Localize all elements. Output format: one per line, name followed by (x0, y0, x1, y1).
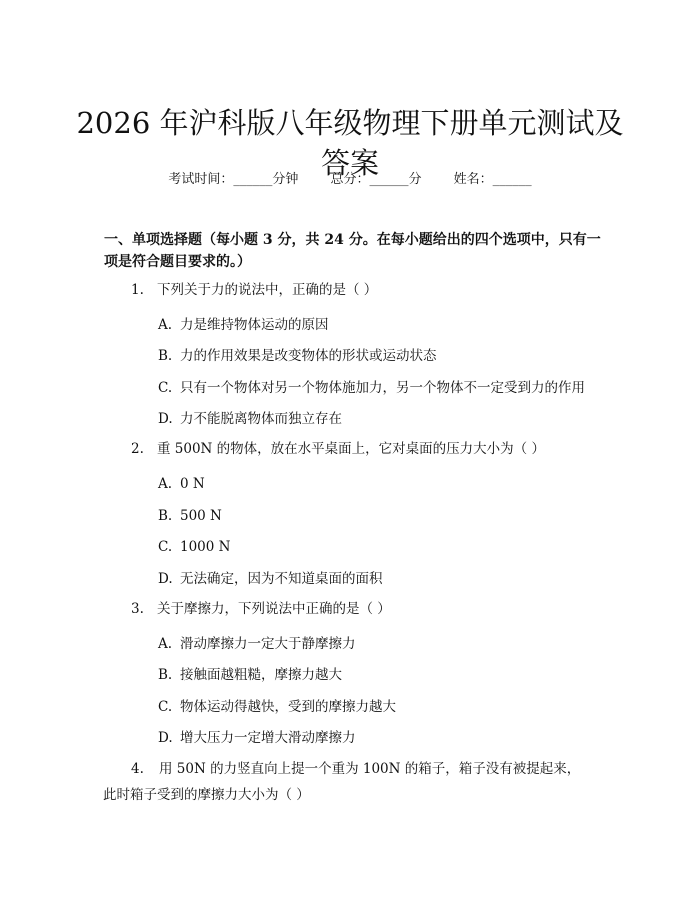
option-text: 接触面越粗糙，摩擦力越大 (180, 667, 342, 683)
exam-total-score: 总分：______分 (330, 172, 422, 187)
option-text: 力的作用效果是改变物体的形状或运动状态 (180, 348, 437, 364)
question-text: 重 500N 的物体，放在水平桌面上，它对桌面的压力大小为（ ） (157, 441, 545, 457)
option-text: 物体运动得越快，受到的摩擦力越大 (180, 699, 396, 715)
option (158, 473, 205, 495)
option-text: 增大压力一定增大滑动摩擦力 (180, 730, 356, 746)
exam-info (0, 168, 700, 187)
option (158, 664, 342, 686)
option-label: B. (158, 508, 173, 524)
question-3 (131, 596, 391, 622)
question-2 (131, 436, 545, 462)
option-text: 滑动摩擦力一定大于静摩擦力 (180, 636, 356, 652)
option-label: B. (158, 667, 173, 683)
option-text: 1000 N (180, 539, 231, 555)
option-label: A. (158, 636, 173, 652)
option-label: A. (158, 317, 173, 333)
exam-time: 考试时间：______分钟 (168, 172, 299, 187)
option (158, 377, 585, 399)
question-number: 3. (131, 601, 144, 617)
page-title: 2026 年沪科版八年级物理下册单元测试及答案 (76, 106, 624, 181)
option-label: C. (158, 380, 173, 396)
question-1 (131, 277, 377, 303)
option (158, 505, 222, 527)
option-label: C. (158, 699, 173, 715)
question-4 (103, 756, 593, 808)
option-text: 力是维持物体运动的原因 (180, 317, 329, 333)
option (158, 727, 356, 749)
option-text: 只有一个物体对另一个物体施加力，另一个物体不一定受到力的作用 (180, 380, 585, 396)
question-number: 4. (131, 761, 144, 777)
option (158, 696, 396, 718)
option (158, 408, 342, 430)
question-text: 关于摩擦力，下列说法中正确的是（ ） (157, 601, 391, 617)
question-text: 用 50N 的力竖直向上提一个重为 100N 的箱子，箱子没有被提起来，此时箱子受到的摩擦力大小为（ ） (103, 761, 581, 803)
option-text: 无法确定，因为不知道桌面的面积 (180, 571, 383, 587)
option (158, 345, 437, 367)
question-number: 1. (131, 282, 144, 298)
option (158, 314, 329, 336)
option-text: 0 N (180, 476, 205, 492)
option-label: C. (158, 539, 173, 555)
option-text: 力不能脱离物体而独立存在 (180, 411, 342, 427)
option-text: 500 N (180, 508, 222, 524)
option-label: A. (158, 476, 173, 492)
option (158, 633, 356, 655)
option-label: D. (158, 411, 173, 427)
question-text: 下列关于力的说法中，正确的是（ ） (157, 282, 378, 298)
option (158, 568, 383, 590)
option-label: B. (158, 348, 173, 364)
option-label: D. (158, 571, 173, 587)
question-number: 2. (131, 441, 144, 457)
option-label: D. (158, 730, 173, 746)
option (158, 536, 230, 558)
section-heading: 一、单项选择题（每小题 3 分，共 24 分。在每小题给出的四个选项中，只有一项是符合题目要求的。） (104, 232, 601, 270)
student-name: 姓名：______ (453, 172, 532, 187)
